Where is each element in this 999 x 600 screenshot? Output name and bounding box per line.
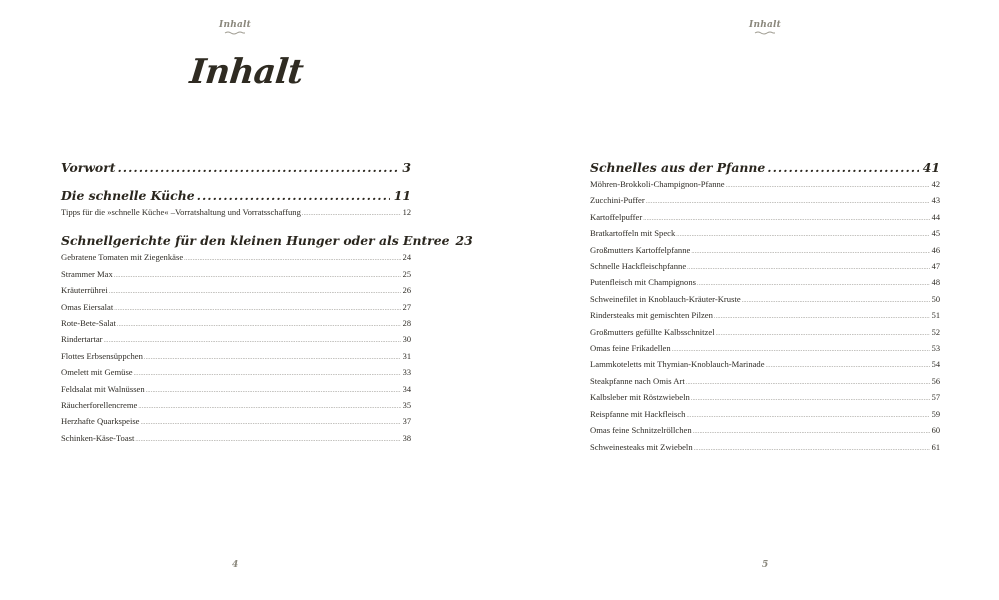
table-of-contents	[590, 160, 940, 456]
toc-entry[interactable]	[590, 325, 940, 341]
section-page-number: 23	[455, 233, 473, 249]
toc-entry[interactable]	[61, 365, 411, 381]
toc-entry[interactable]	[61, 267, 411, 283]
left-page	[0, 0, 499, 600]
entry-title: Reispfanne mit Hackfleisch	[590, 408, 686, 419]
entry-title: Schweinefilet in Knoblauch-Kräuter-Kruste	[590, 293, 741, 304]
toc-entry[interactable]	[590, 226, 940, 242]
toc-entry[interactable]	[590, 193, 940, 209]
toc-entry[interactable]	[590, 275, 940, 291]
page-number: 5	[762, 560, 769, 570]
entry-title: Flottes Erbsensüppchen	[61, 350, 143, 361]
running-head-text: Inhalt	[219, 20, 251, 30]
leader-dots	[676, 228, 929, 242]
leader-dots	[694, 442, 930, 456]
entry-page-number: 30	[402, 335, 411, 345]
leader-dots	[104, 334, 401, 348]
toc-entry[interactable]	[590, 177, 940, 193]
toc-entry[interactable]	[590, 292, 940, 308]
leader-dots	[742, 294, 930, 308]
entry-title: Kräuterrührei	[61, 285, 108, 296]
toc-entry[interactable]	[590, 259, 940, 275]
entry-page-number: 33	[402, 368, 411, 378]
leader-dots	[714, 310, 930, 324]
entry-page-number: 34	[402, 384, 411, 394]
toc-entry[interactable]	[590, 243, 940, 259]
entry-title: Herzhafte Quarkspeise	[61, 416, 140, 427]
ornament-icon	[224, 31, 246, 35]
running-head-text: Inhalt	[749, 20, 781, 30]
entry-page-number: 12	[402, 208, 411, 217]
leader-dots	[138, 400, 400, 414]
entry-title: Lammkoteletts mit Thymian-Knoblauch-Marinade	[590, 359, 765, 370]
leader-dots	[686, 409, 929, 423]
entry-page-number: 60	[931, 426, 940, 436]
entry-page-number: 45	[931, 229, 940, 239]
entry-title: Omas feine Frikadellen	[590, 343, 671, 354]
leader-dots	[117, 160, 398, 176]
running-head	[735, 20, 795, 35]
leader-dots	[197, 188, 390, 204]
toc-entry[interactable]	[590, 440, 940, 456]
entry-title: Zucchini-Puffer	[590, 195, 645, 206]
entry-page-number: 50	[931, 294, 940, 304]
toc-entry[interactable]	[61, 332, 411, 348]
entry-page-number: 56	[931, 376, 940, 386]
leader-dots	[643, 212, 929, 226]
leader-dots	[672, 343, 930, 357]
entry-page-number: 51	[931, 311, 940, 321]
entry-title: Kartoffelpuffer	[590, 211, 643, 222]
leader-dots	[109, 285, 401, 299]
section-title: Vorwort	[61, 160, 116, 175]
leader-dots	[134, 367, 401, 381]
toc-entry[interactable]	[590, 357, 940, 373]
entry-title: Gebratene Tomaten mit Ziegenkäse	[61, 252, 184, 263]
section-page-number: 41	[922, 160, 940, 175]
right-page	[500, 0, 999, 600]
leader-dots	[697, 277, 930, 291]
entry-page-number: 53	[931, 344, 940, 354]
entry-title: Großmutters Kartoffelpfanne	[590, 244, 691, 255]
entry-page-number: 24	[402, 253, 411, 263]
entry-page-number: 42	[931, 180, 940, 189]
leader-dots	[726, 179, 930, 193]
entry-page-number: 61	[931, 442, 940, 452]
entry-title: Omas feine Schnitzelröllchen	[590, 425, 692, 436]
leader-dots	[114, 269, 401, 283]
entry-title: Rindersteaks mit gemischten Pilzen	[590, 310, 713, 321]
entry-title: Großmutters gefüllte Kalbsschnitzel	[590, 326, 715, 337]
entry-page-number: 47	[931, 262, 940, 272]
leader-dots	[716, 327, 930, 341]
entry-title: Tipps für die »schnelle Küche« –Vorratshaltung und Vorratsschaffung	[61, 207, 301, 217]
entry-title: Steakpfanne nach Omis Art	[590, 375, 685, 386]
leader-dots	[686, 376, 930, 390]
toc-entry[interactable]	[590, 374, 940, 390]
leader-dots	[302, 207, 401, 221]
entry-title: Putenfleisch mit Champignons	[590, 277, 696, 288]
toc-entry[interactable]	[61, 300, 411, 316]
toc-entry[interactable]	[590, 210, 940, 226]
page-title: Inhalt	[187, 52, 306, 92]
toc-entry[interactable]	[590, 341, 940, 357]
entry-title: Räucherforellencreme	[61, 400, 138, 411]
leader-dots	[184, 252, 400, 266]
entry-title: Schweinesteaks mit Zwiebeln	[590, 441, 693, 452]
entry-page-number: 57	[931, 393, 940, 403]
entry-title: Möhren-Brokkoli-Champignon-Pfanne	[590, 179, 725, 189]
entry-page-number: 52	[931, 327, 940, 337]
leader-dots	[687, 261, 929, 275]
toc-entry[interactable]	[590, 423, 940, 439]
toc-entry[interactable]	[590, 390, 940, 406]
leader-dots	[766, 359, 930, 373]
section-title: Die schnelle Küche	[61, 188, 195, 203]
leader-dots	[144, 351, 401, 365]
entry-title: Omas Eiersalat	[61, 301, 114, 312]
toc-entry[interactable]	[590, 407, 940, 423]
entry-page-number: 44	[931, 212, 940, 222]
entry-page-number: 48	[931, 278, 940, 288]
leader-dots	[691, 392, 930, 406]
entry-page-number: 37	[402, 417, 411, 427]
leader-dots	[117, 318, 401, 332]
entry-page-number: 59	[931, 409, 940, 419]
leader-dots	[767, 160, 918, 176]
section-page-number: 3	[402, 160, 411, 175]
toc-entry[interactable]	[61, 398, 411, 414]
toc-section-heading[interactable]	[61, 188, 411, 204]
entry-title: Rote-Bete-Salat	[61, 318, 116, 329]
entry-page-number: 25	[402, 269, 411, 279]
leader-dots	[114, 302, 400, 316]
page-number: 4	[232, 560, 239, 570]
entry-page-number: 35	[402, 401, 411, 411]
entry-page-number: 28	[402, 319, 411, 329]
section-page-number: 11	[393, 188, 411, 203]
entry-title: Kalbsleber mit Röstzwiebeln	[590, 392, 690, 403]
toc-entry[interactable]	[61, 414, 411, 430]
entry-page-number: 43	[931, 196, 940, 206]
entry-page-number: 27	[402, 302, 411, 312]
ornament-icon	[754, 31, 776, 35]
entry-title: Strammer Max	[61, 268, 113, 279]
entry-page-number: 38	[402, 433, 411, 443]
entry-title: Omelett mit Gemüse	[61, 367, 133, 378]
entry-page-number: 26	[402, 286, 411, 296]
toc-entry[interactable]	[61, 316, 411, 332]
entry-title: Bratkartoffeln mit Speck	[590, 228, 676, 239]
toc-entry[interactable]	[61, 205, 411, 221]
table-of-contents	[61, 160, 473, 447]
toc-section-heading[interactable]	[61, 233, 473, 249]
toc-entry[interactable]	[61, 431, 411, 447]
leader-dots	[691, 245, 929, 259]
section-title: Schnelles aus der Pfanne	[590, 160, 766, 175]
running-head	[205, 20, 265, 35]
entry-title: Schnelle Hackfleischpfanne	[590, 261, 687, 272]
leader-dots	[646, 195, 930, 209]
toc-entry[interactable]	[61, 382, 411, 398]
toc-entry[interactable]	[61, 349, 411, 365]
toc-entry[interactable]	[590, 308, 940, 324]
entry-page-number: 46	[931, 245, 940, 255]
section-title: Schnellgerichte für den kleinen Hunger oder als Entree	[61, 233, 450, 249]
toc-entry[interactable]	[61, 283, 411, 299]
leader-dots	[146, 384, 401, 398]
leader-dots	[141, 416, 401, 430]
toc-section-heading[interactable]	[61, 160, 411, 176]
entry-page-number: 31	[402, 351, 411, 361]
toc-section-heading[interactable]	[590, 160, 940, 176]
leader-dots	[135, 433, 400, 447]
toc-entry[interactable]	[61, 250, 411, 266]
leader-dots	[693, 425, 930, 439]
entry-page-number: 54	[931, 360, 940, 370]
entry-title: Feldsalat mit Walnüssen	[61, 383, 145, 394]
entry-title: Rindertartar	[61, 334, 103, 345]
entry-title: Schinken-Käse-Toast	[61, 432, 135, 443]
